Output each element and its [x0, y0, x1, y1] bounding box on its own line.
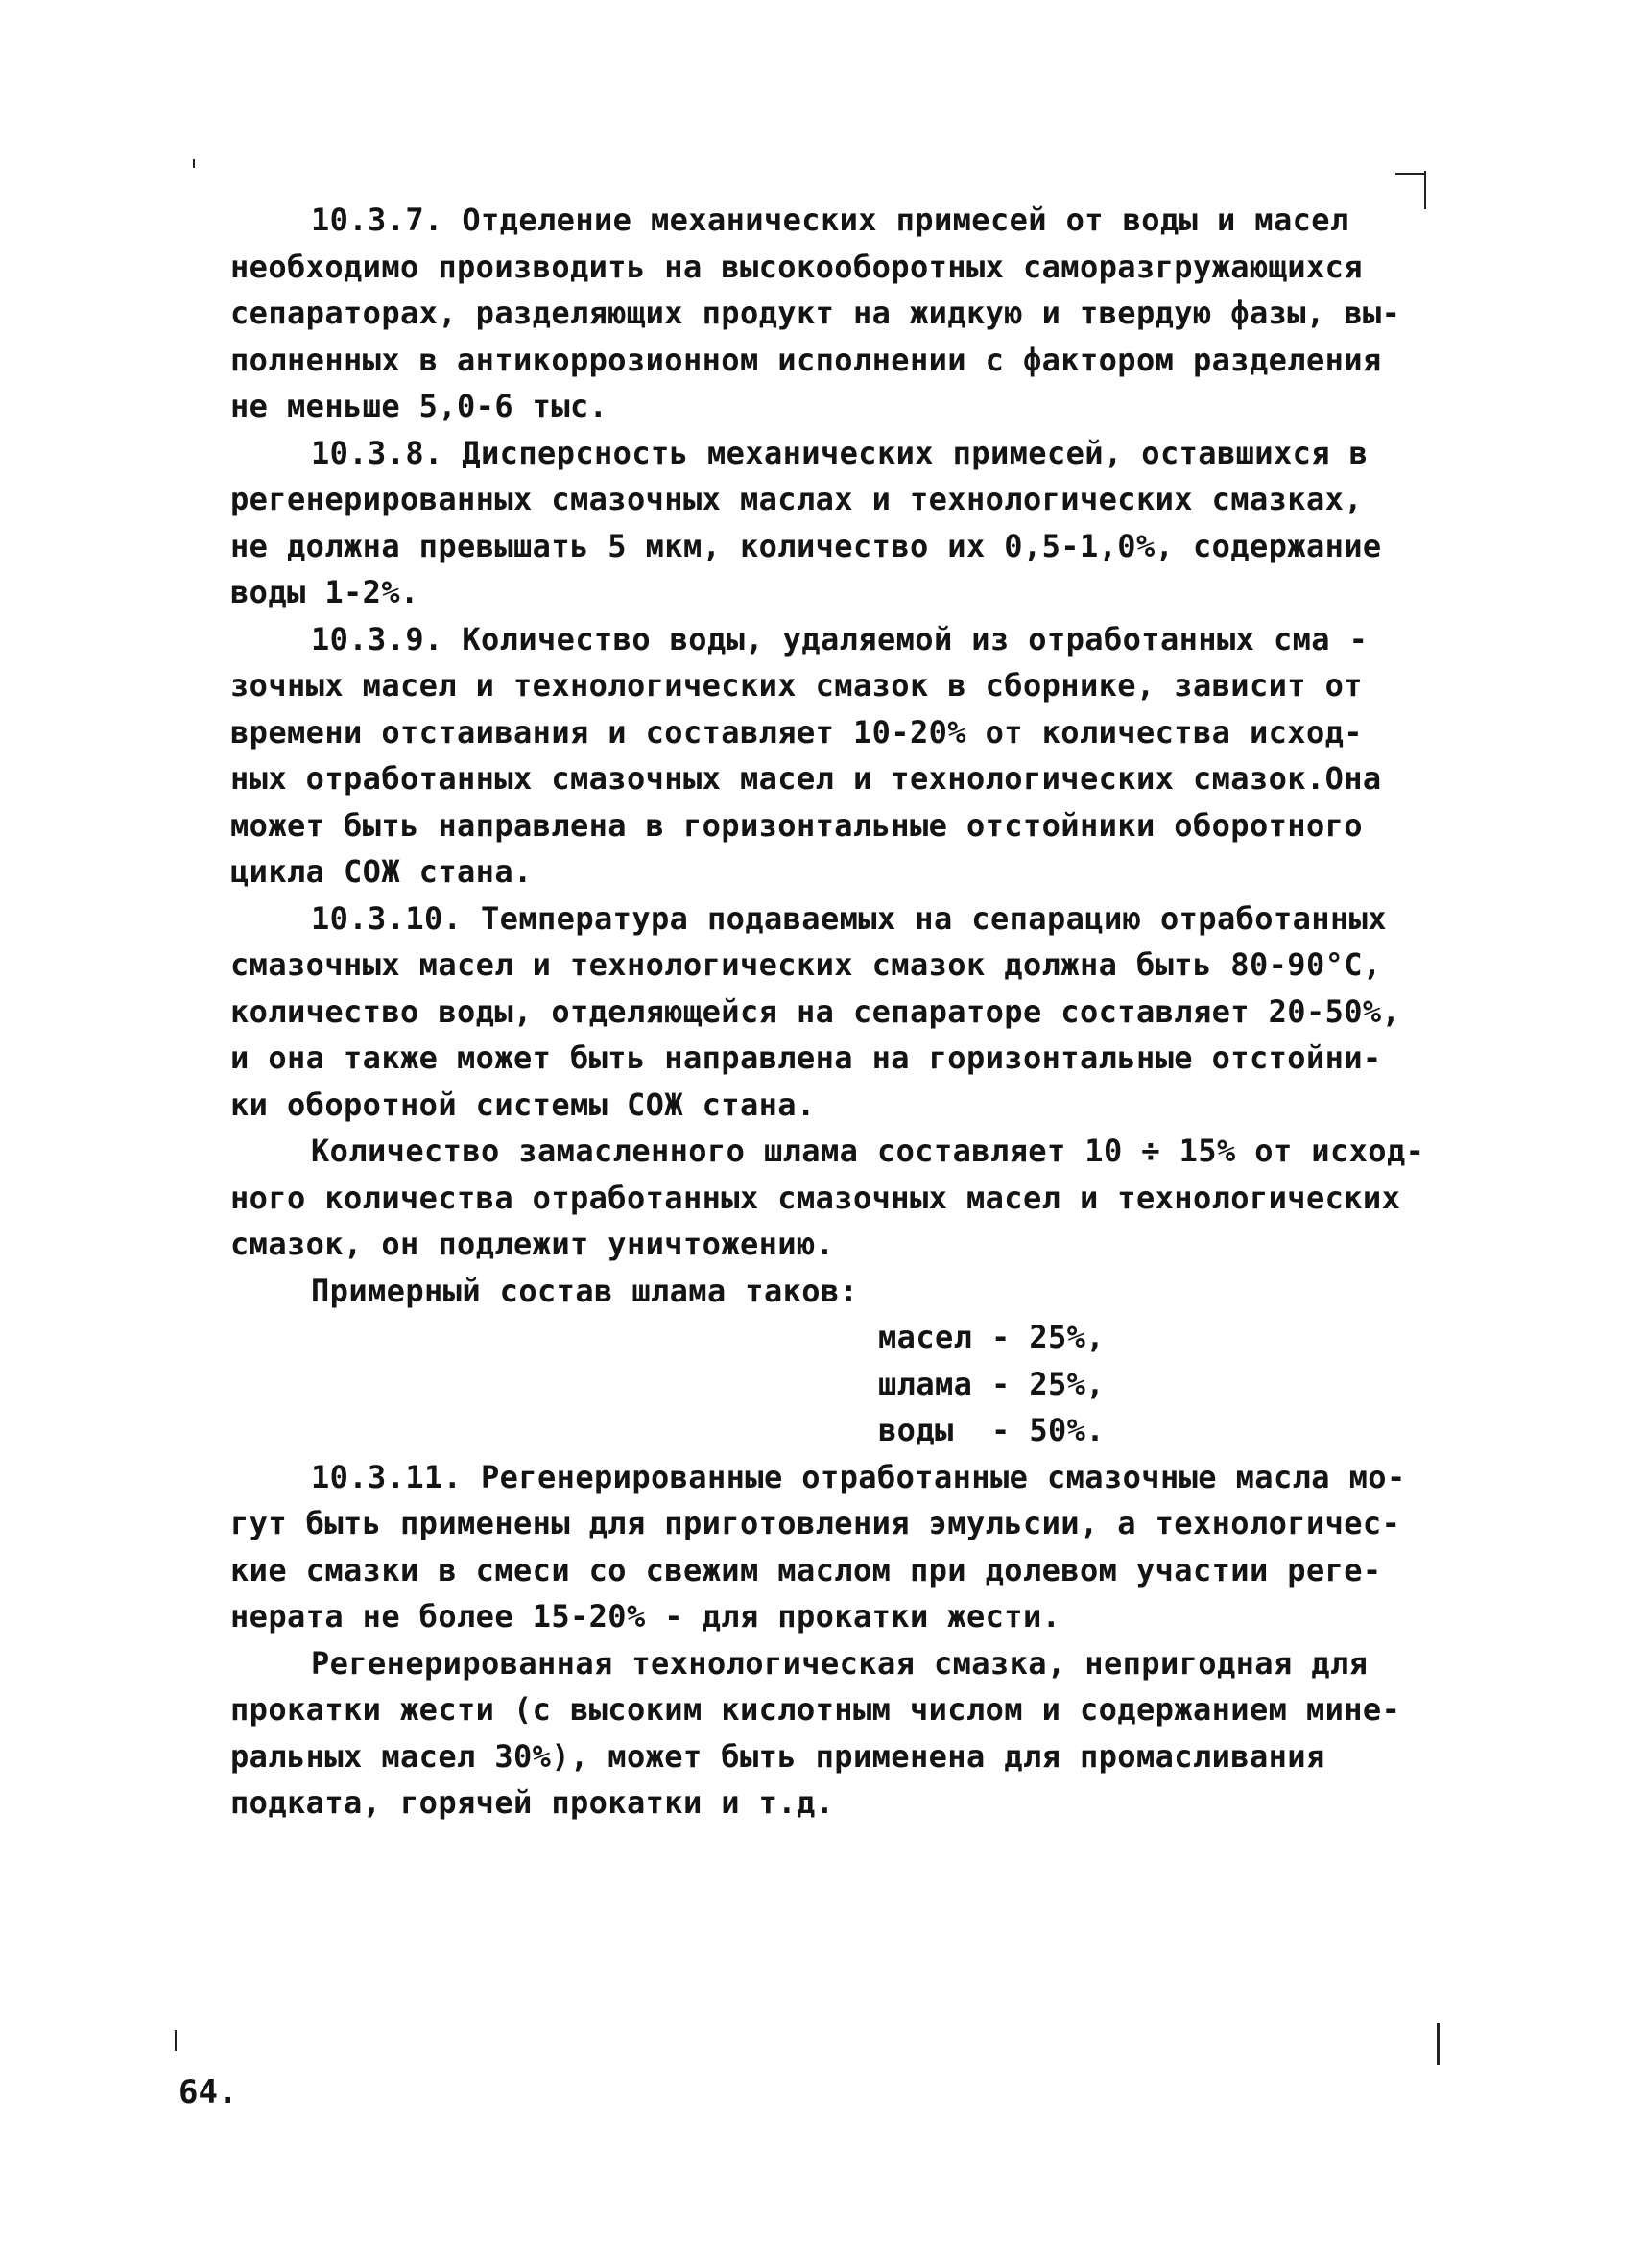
page-number: 64.: [179, 2073, 238, 2112]
paragraph-10-3-7-line: не меньше 5,0-6 тыс.: [230, 388, 608, 424]
paragraph-10-3-11-line: гут быть применены для приготовления эмульсии, а технологичес-: [230, 1505, 1401, 1541]
paragraph-sludge-line: ного количества отработанных смазочных масел и технологических: [230, 1179, 1401, 1216]
scan-mark-top-right-horizontal: [1395, 173, 1424, 175]
paragraph-10-3-8-line: не должна превышать 5 мкм, количество их 0,5-1,0%, содержание: [230, 527, 1382, 564]
paragraph-10-3-9-line: ных отработанных смазочных масел и технологических смазок.Она: [230, 760, 1382, 797]
paragraph-regenerated-line: ральных масел 30%), может быть применена для промасливания: [230, 1737, 1325, 1775]
paragraph-10-3-8-line: регенерированных смазочных маслах и технологических смазках,: [230, 481, 1363, 517]
paragraph-10-3-9-line: может быть направлена в горизонтальные отстойники оборотного: [230, 806, 1363, 844]
paragraph-10-3-11-line: 10.3.11. Регенерированные отработанные смазочные масла мо-: [311, 1458, 1406, 1495]
paragraph-10-3-9-line: 10.3.9. Количество воды, удаляемой из отработанных сма -: [311, 620, 1369, 657]
paragraph-10-3-7-line: необходимо производить на высокооборотных саморазгружающихся: [230, 248, 1363, 285]
composition-item-sludge: шлама - 25%,: [878, 1365, 1105, 1402]
scan-mark-bottom-right: [1437, 2023, 1440, 2065]
paragraph-regenerated-line: Регенерированная технологическая смазка, непригодная для: [311, 1644, 1369, 1682]
paragraph-10-3-7-line: сепараторах, разделяющих продукт на жидкую и твердую фазы, вы-: [230, 295, 1401, 331]
paragraph-10-3-9-line: времени отстаивания и составляет 10-20% от количества исход-: [230, 713, 1363, 751]
scan-mark-bottom-left: [175, 2030, 177, 2051]
paragraph-10-3-8-line: воды 1-2%.: [230, 574, 419, 610]
paragraph-regenerated-line: прокатки жести (с высоким кислотным числом и содержанием мине-: [230, 1691, 1401, 1728]
composition-item-oil: масел - 25%,: [878, 1319, 1105, 1355]
composition-item-water: воды - 50%.: [878, 1412, 1105, 1448]
paragraph-regenerated-line: подката, горячей прокатки и т.д.: [230, 1784, 835, 1821]
composition-heading: Примерный состав шлама таков:: [311, 1272, 859, 1309]
paragraph-10-3-10-line: 10.3.10. Температура подаваемых на сепарацию отработанных: [311, 899, 1387, 937]
paragraph-sludge-line: Количество замасленного шлама составляет 10 ÷ 15% от исход-: [311, 1133, 1425, 1169]
paragraph-10-3-9-line: зочных масел и технологических смазок в сборнике, зависит от: [230, 667, 1363, 704]
paragraph-10-3-10-line: ки оборотной системы СОЖ стана.: [230, 1086, 816, 1123]
paragraph-10-3-7-line: 10.3.7. Отделение механических примесей от воды и масел: [311, 202, 1349, 238]
paragraph-10-3-7-line: полненных в антикоррозионном исполнении с фактором разделения: [230, 341, 1382, 378]
scan-mark-top-left: [193, 159, 195, 168]
paragraph-10-3-10-line: количество воды, отделяющейся на сепараторе составляет 20-50%,: [230, 992, 1401, 1030]
paragraph-10-3-10-line: и она также может быть направлена на горизонтальные отстойни-: [230, 1039, 1382, 1076]
paragraph-10-3-11-line: кие смазки в смеси со свежим маслом при долевом участии реге-: [230, 1551, 1382, 1588]
document-body: [230, 197, 1444, 1826]
paragraph-10-3-8-line: 10.3.8. Дисперсность механических примесей, оставшихся в: [311, 434, 1369, 471]
paragraph-10-3-10-line: смазочных масел и технологических смазок должна быть 80-90°С,: [230, 946, 1382, 983]
paragraph-sludge-line: смазок, он подлежит уничтожению.: [230, 1226, 835, 1262]
paragraph-10-3-9-line: цикла СОЖ стана.: [230, 853, 533, 890]
paragraph-10-3-11-line: нерата не более 15-20% - для прокатки жести.: [230, 1598, 1061, 1635]
